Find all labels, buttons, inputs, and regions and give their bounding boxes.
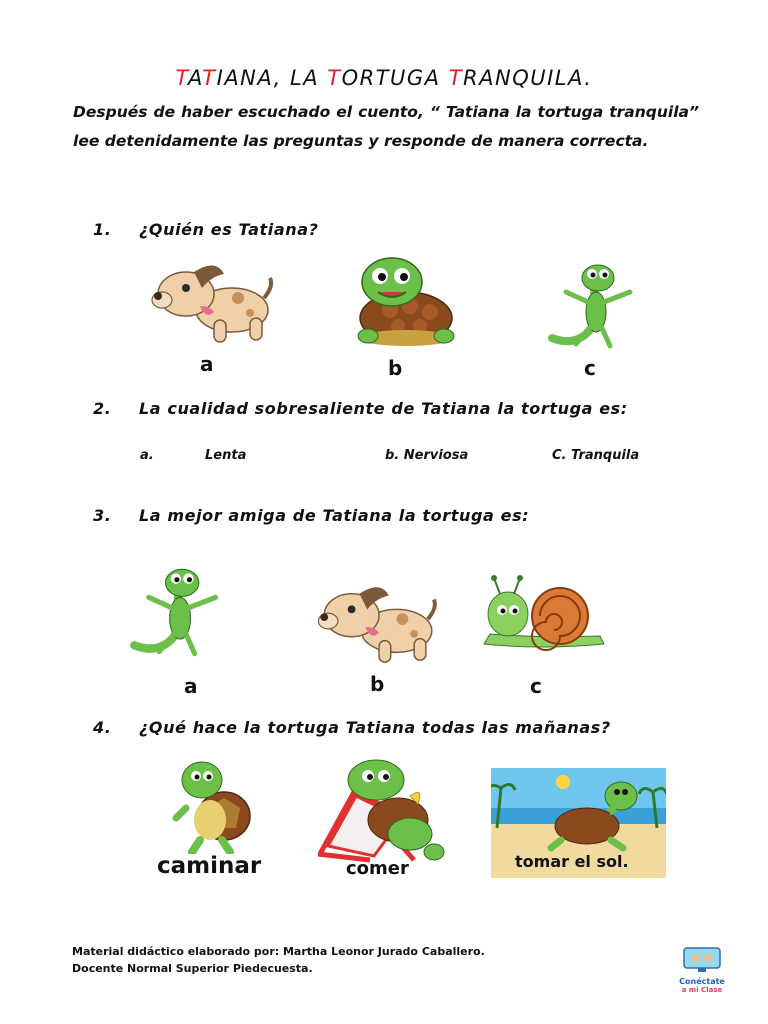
logo-text-1: Conéctate (679, 977, 725, 986)
question-number: 4. (93, 718, 112, 737)
question-text: ¿Qué hace la tortuga Tatiana todas las mañanas? (139, 718, 611, 737)
question-number: 2. (93, 399, 112, 418)
title-part: ORTUGA (341, 66, 449, 90)
caption-comer[interactable]: comer (346, 858, 409, 879)
footer-line-2: Docente Normal Superior Piedecuesta. (72, 962, 313, 975)
option-letter: C. (552, 448, 567, 463)
question-text: La cualidad sobresaliente de Tatiana la tortuga es: (139, 399, 628, 418)
logo-text-2: a mi Clase (681, 986, 723, 994)
option-c[interactable] (552, 448, 639, 463)
option-b[interactable]: b (370, 672, 385, 696)
caption-tomar-el-sol[interactable]: tomar el sol. (515, 852, 629, 871)
footer-credits (72, 943, 485, 977)
lizard-icon[interactable] (128, 566, 228, 660)
option-text: Tranquila (571, 448, 640, 463)
title-part: T (175, 66, 188, 90)
option-a[interactable]: a (184, 674, 198, 698)
eating-turtle-icon[interactable] (314, 756, 456, 866)
option-text: Nerviosa (403, 448, 469, 463)
caption-caminar[interactable]: caminar (157, 853, 262, 879)
snail-icon[interactable] (480, 574, 608, 654)
dog-icon[interactable] (316, 580, 442, 668)
title-part: A (187, 66, 203, 90)
question-4 (93, 718, 611, 737)
dog-icon[interactable] (150, 258, 278, 348)
option-b[interactable] (385, 448, 468, 463)
title-part: RANQUILA. (463, 66, 593, 90)
footer-line-1: Material didáctico elaborado por: Martha Leonor Jurado Caballero. (72, 945, 485, 958)
option-a[interactable]: a (200, 352, 214, 376)
title-part: IANA, LA (216, 66, 328, 90)
question-1 (93, 220, 319, 239)
question-3 (93, 506, 529, 525)
option-c[interactable]: c (530, 674, 542, 698)
question-number: 3. (93, 506, 112, 525)
turtle-icon[interactable] (350, 254, 460, 350)
option-c[interactable]: c (584, 356, 596, 380)
option-a-text[interactable]: Lenta (205, 448, 247, 463)
lizard-icon[interactable] (546, 262, 642, 352)
title-part: T (327, 66, 342, 90)
conectate-logo (672, 946, 732, 994)
option-a-letter[interactable]: a. (140, 448, 154, 463)
question-text: ¿Quién es Tatiana? (139, 220, 319, 239)
option-letter: b. (385, 448, 400, 463)
walking-turtle-icon[interactable] (172, 758, 258, 854)
intro-text: Después de haber escuchado el cuento, “ Tatiana la tortuga tranquila” lee detenidamente las preguntas y responde de manera correcta. (73, 103, 699, 150)
title-part: T (202, 66, 217, 90)
page-title (0, 66, 768, 90)
question-number: 1. (93, 220, 112, 239)
computer-icon (672, 946, 732, 974)
title-part: T (448, 66, 464, 90)
question-text: La mejor amiga de Tatiana la tortuga es: (139, 506, 530, 525)
option-b[interactable]: b (388, 356, 403, 380)
question-2 (93, 399, 628, 418)
